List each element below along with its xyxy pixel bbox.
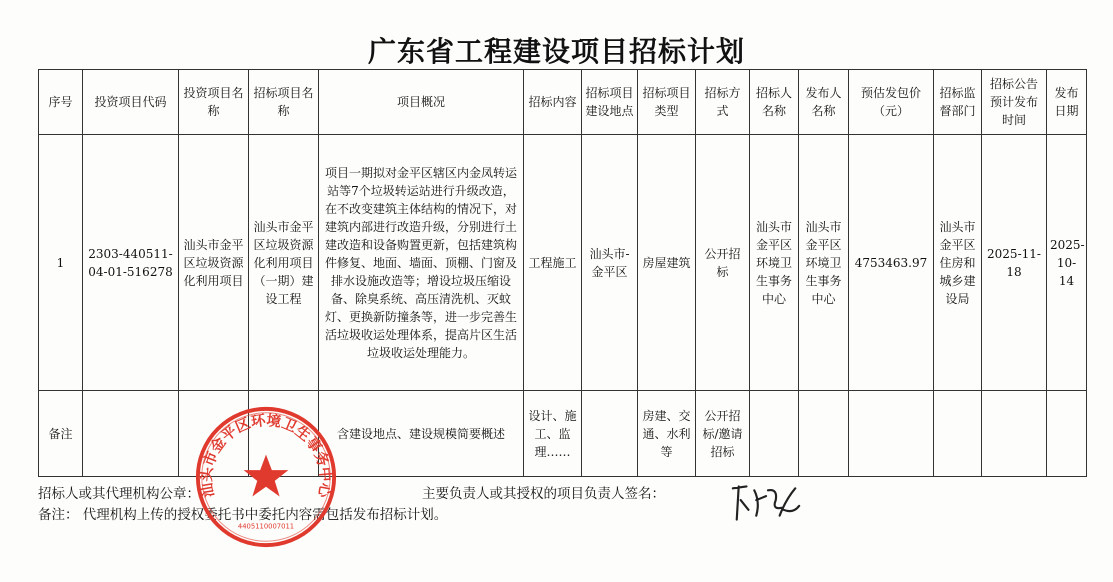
column-header: 投资项目代码 [83, 70, 179, 135]
column-header: 发布日期 [1047, 70, 1087, 135]
supervisor: 汕头市金平区住房和城乡建设局 [934, 135, 982, 391]
column-header: 招标项目名称 [249, 70, 319, 135]
publish-date: 2025-10-14 [1047, 135, 1087, 391]
column-header: 招标公告预计发布时间 [982, 70, 1047, 135]
svg-text:汕头市金平区环境卫生事务中心: 汕头市金平区环境卫生事务中心 [198, 411, 334, 499]
project-type: 房屋建筑 [638, 135, 696, 391]
column-header: 序号 [39, 70, 83, 135]
project-location: 汕头市-金平区 [582, 135, 638, 391]
handwritten-signature [727, 480, 805, 525]
investment-project-name: 汕头市金平区垃圾资源化利用项目 [179, 135, 249, 391]
announce-time: 2025-11-18 [982, 135, 1047, 391]
tender-project-name: 汕头市金平区垃圾资源化利用项目（一期）建设工程 [249, 135, 319, 391]
seal-line: 招标人或其代理机构公章： [38, 486, 200, 502]
footer-note: 备注： 代理机构上传的授权委托书中委托内容需包括发布招标计划。 [38, 507, 448, 523]
signature-line: 主要负责人或其授权的项目负责人签名： [422, 486, 665, 502]
official-seal [193, 404, 339, 550]
project-code: 2303-440511-04-01-516278 [83, 135, 179, 391]
remarks-label: 备注 [39, 391, 83, 477]
column-header: 发布人名称 [799, 70, 849, 135]
column-header: 投资项目名称 [179, 70, 249, 135]
tenderer-name: 汕头市金平区环境卫生事务中心 [750, 135, 799, 391]
column-header: 招标方式 [696, 70, 750, 135]
project-overview: 项目一期拟对金平区辖区内金凤转运站等7个垃圾转运站进行升级改造，在不改变建筑主体结构的情况下，对建筑内部进行改造升级，分别进行土建改造和设备购置更新，包括建筑构件修复、地面、墙面、顶棚、门窗及排水设施改造等；增设垃圾压缩设备、除臭系统、高压清洗机、灭蚊灯、更换新防撞条等，进一步完善生活垃圾收运处理体系，提高片区生活垃圾收运处理能力。 [319, 135, 524, 391]
remarks-overview-note: 含建设地点、建设规模简要概述 [319, 391, 524, 477]
column-header: 招标项目建设地点 [582, 70, 638, 135]
star-icon [244, 455, 289, 497]
remarks-type-note: 房建、交通、水利等 [638, 391, 696, 477]
table-row [39, 135, 1087, 391]
column-header: 预估发包价（元） [849, 70, 934, 135]
column-header: 招标人名称 [750, 70, 799, 135]
column-header: 招标内容 [524, 70, 582, 135]
column-header: 招标项目类型 [638, 70, 696, 135]
tender-content: 工程施工 [524, 135, 582, 391]
column-header: 项目概况 [319, 70, 524, 135]
tender-method: 公开招标 [696, 135, 750, 391]
estimated-price: 4753463.97 [849, 135, 934, 391]
table-header-row [39, 70, 1087, 135]
remarks-content-note: 设计、施工、监理…… [524, 391, 582, 477]
column-header: 招标监督部门 [934, 70, 982, 135]
document-title: 广东省工程建设项目招标计划 [367, 35, 745, 68]
row-index: 1 [39, 135, 83, 391]
remarks-method-note: 公开招标/邀请招标 [696, 391, 750, 477]
svg-text:4405110007011: 4405110007011 [237, 522, 295, 531]
publisher-name: 汕头市金平区环境卫生事务中心 [799, 135, 849, 391]
